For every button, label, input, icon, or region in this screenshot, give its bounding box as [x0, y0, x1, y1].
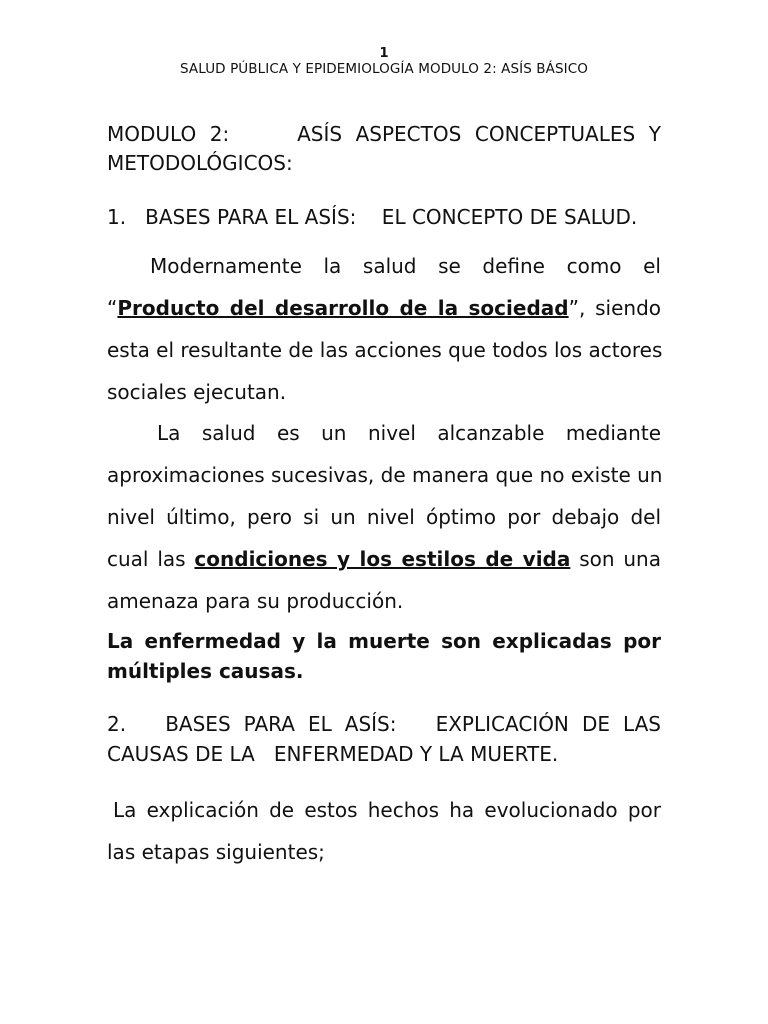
emphasis-text: condiciones y los estilos de vida: [194, 547, 571, 571]
paragraph-line: Modernamente la salud se define como el: [150, 254, 661, 278]
page-number: 1: [379, 46, 389, 61]
bold-statement-line-1: La enfermedad y la muerte son explicadas por: [107, 629, 661, 653]
paragraph-line: nivel último, pero si un nivel óptimo por debajo del: [107, 505, 661, 529]
paragraph-text: son una: [570, 547, 661, 571]
paragraph-line: aproximaciones sucesivas, de manera que no existe un: [107, 463, 663, 487]
paragraph-line: sociales ejecutan.: [107, 380, 287, 404]
paragraph-line: las etapas siguientes;: [107, 840, 325, 864]
section-2-paragraph: [107, 789, 661, 873]
emphasis-text: Producto del desarrollo de la sociedad: [117, 296, 569, 320]
section-1-heading: 1. BASES PARA EL ASÍS: EL CONCEPTO DE SALUD.: [107, 205, 638, 229]
paragraph-text: cual las: [107, 547, 195, 571]
running-header: SALUD PÚBLICA Y EPIDEMIOLOGÍA MODULO 2: ASÍS BÁSICO: [180, 61, 588, 77]
module-title: [107, 120, 661, 178]
module-title-line-1: MODULO 2: ASÍS ASPECTOS CONCEPTUALES Y: [107, 122, 661, 146]
paragraph-line: esta el resultante de las acciones que todos los actores: [107, 338, 663, 362]
paragraph-line: La salud es un nivel alcanzable mediante: [157, 421, 661, 445]
section-2-heading-line-2: CAUSAS DE LA ENFERMEDAD Y LA MUERTE.: [107, 742, 559, 766]
module-title-line-2: METODOLÓGICOS:: [107, 151, 293, 175]
paragraph-line: amenaza para su producción.: [107, 589, 404, 613]
bold-statement-line-2: múltiples causas.: [107, 659, 304, 683]
paragraph-line: La explicación de estos hechos ha evolucionado por: [113, 798, 661, 822]
open-quote: “: [107, 296, 118, 320]
paragraph-line: [107, 538, 661, 580]
section-2-heading: [107, 709, 661, 769]
section-1-paragraph-1: [107, 245, 661, 413]
paragraph-line: [107, 287, 661, 329]
section-1-paragraph-2: [107, 412, 661, 622]
paragraph-text: ”, siendo: [568, 296, 661, 320]
bold-statement: [107, 626, 661, 686]
section-2-heading-line-1: 2. BASES PARA EL ASÍS: EXPLICACIÓN DE LAS: [107, 712, 661, 736]
